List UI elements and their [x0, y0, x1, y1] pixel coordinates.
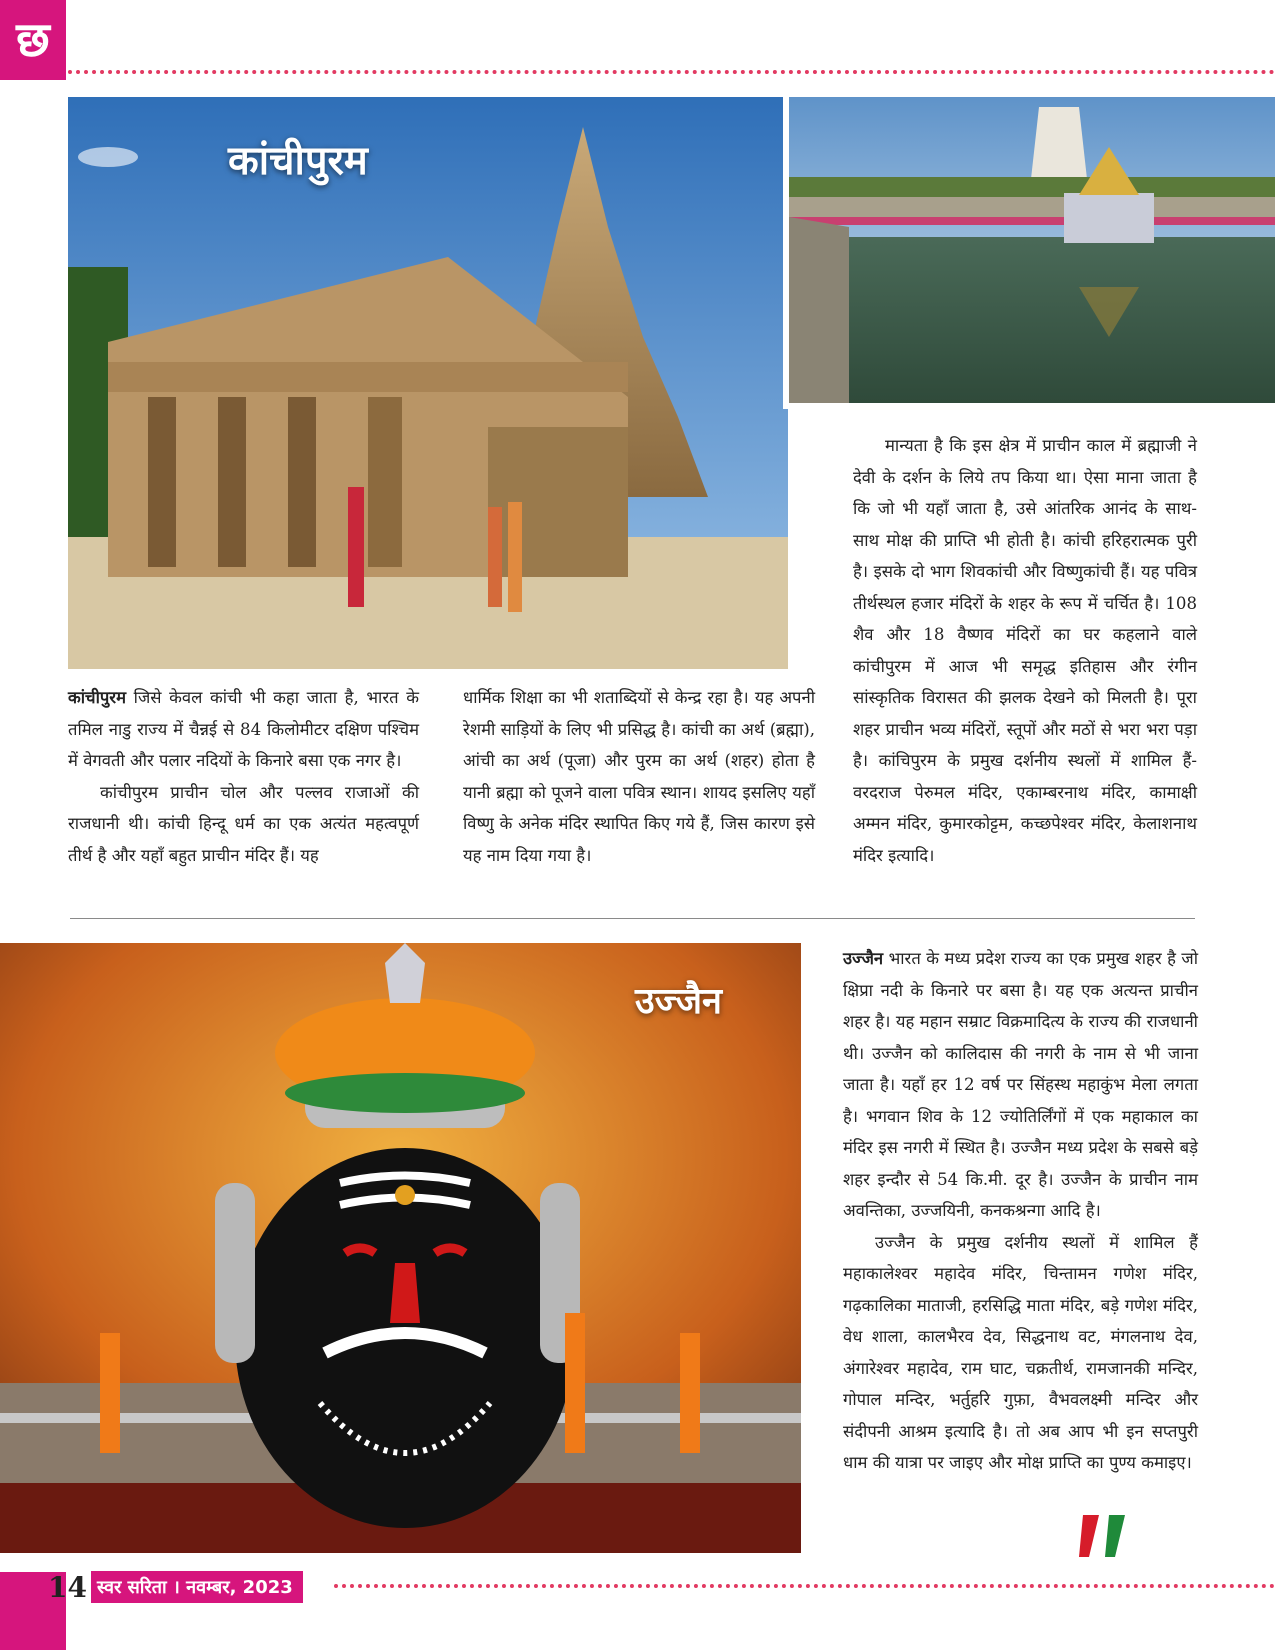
ujjain-lead-word: उज्जैन	[843, 948, 884, 968]
top-dotted-rule	[68, 70, 1275, 74]
kanchipuram-paragraph-2: कांचीपुरम प्राचीन चोल और पल्लव राजाओं की राजधानी थी। कांची हिन्दू धर्म का एक अत्यंत महत्वपूर्ण तीर्थ है और यहाँ बहुत प्राचीन मंदिर हैं। यह	[68, 782, 419, 865]
kanchipuram-column-1	[68, 682, 419, 871]
kanchipuram-column-3	[853, 430, 1197, 871]
bottom-dotted-rule	[334, 1584, 1275, 1588]
logo-glyph: छ	[16, 12, 50, 68]
kanchipuram-paragraph-3: धार्मिक शिक्षा का भी शताब्दियों से केन्द्र रहा है। यह अपनी रेशमी साड़ियों के लिए भी प्रसिद्ध है। कांची का अर्थ (ब्रह्मा), आंची का अर्थ (पूजा) और पुरम का अर्थ (शहर) होता है यानी ब्रह्मा को पूजने वाला पवित्र स्थान। शायद इसलिए यहाँ विष्णु के अनेक मंदिर स्थापित किए गये हैं, जिस कारण इसे यह नाम दिया गया है।	[463, 688, 815, 865]
magazine-logo	[0, 0, 66, 80]
kanchipuram-paragraph-1-text: जिसे केवल कांची भी कहा जाता है, भारत के तमिल नाडु राज्य में चैन्नई से 84 किलोमीटर दक्षिण पश्चिम में वेगवती और पलार नदियों के किनारे बसा एक नगर है।	[68, 688, 419, 770]
page-number: 14	[48, 1570, 87, 1604]
magazine-issue-label: स्वर सरिता । नवम्बर, 2023	[91, 1571, 303, 1603]
temple-tank-photo	[783, 97, 1275, 409]
ujjain-paragraph-1	[843, 943, 1198, 1227]
closing-quote-icon	[1075, 1505, 1135, 1565]
section-divider	[70, 918, 1195, 919]
kanchipuram-temple-photo	[68, 97, 788, 669]
kanchipuram-paragraph-4: मान्यता है कि इस क्षेत्र में प्राचीन काल में ब्रह्माजी ने देवी के दर्शन के लिये तप किया था। ऐसा माना जाता है कि जो भी यहाँ जाता है, उसे आंतरिक आनंद के साथ-साथ मोक्ष की प्राप्ति भी होती है। कांची हरिहरात्मक पुरी है। इसके दो भाग शिवकांची और विष्णुकांची हैं। यह पवित्र तीर्थस्थल हजार मंदिरों के शहर के रूप में चर्चित है। 108 शैव और 18 वैष्णव मंदिरों का घर कहलाने वाले कांचीपुरम में आज भी समृद्ध इतिहास और रंगीन सांस्कृतिक विरासत की झलक देखने को मिलती है। पूरा शहर प्राचीन भव्य मंदिरों, स्तूपों और मठों से भरा भरा पड़ा है। कांचिपुरम के प्रमुख दर्शनीय स्थलों में शामिल हैं- वरदराज पेरुमल मंदिर, एकाम्बरनाथ मंदिर, कामाक्षी अम्मन मंदिर, कुमारकोट्टम, कच्छपेश्वर मंदिर, केलाशनाथ मंदिर इत्यादि।	[853, 436, 1197, 865]
ujjain-photo-title: उज्जैन	[635, 981, 723, 1022]
kanchipuram-photo-title: कांचीपुरम	[228, 138, 368, 184]
ujjain-column	[843, 943, 1198, 1479]
footer	[48, 1566, 303, 1608]
kanchipuram-paragraph-1	[68, 682, 419, 777]
ujjain-paragraph-1-text: भारत के मध्य प्रदेश राज्य का एक प्रमुख शहर है जो क्षिप्रा नदी के किनारे पर बसा है। यह एक अत्यन्त प्राचीन शहर है। यह महान सम्राट विक्रमादित्य के राज्य की राजधानी थी। उज्जैन को कालिदास की नगरी के नाम से भी जाना जाता है। यहाँ हर 12 वर्ष पर सिंहस्थ महाकुंभ मेला लगता है। भगवान शिव के 12 ज्योतिर्लिंगों में एक महाकाल का मंदिर इस नगरी में स्थित है। उज्जैन मध्य प्रदेश के सबसे बड़े शहर इन्दौर से 54 कि.मी. दूर है। उज्जैन के प्राचीन नाम अवन्तिका, उज्जयिनी, कनकश्रन्गा आदि है।	[843, 949, 1198, 1220]
ujjain-mahakal-photo	[0, 943, 801, 1553]
kanchipuram-lead-word: कांचीपुरम	[68, 687, 127, 707]
ujjain-paragraph-2: उज्जैन के प्रमुख दर्शनीय स्थलों में शामिल हैं महाकालेश्वर महादेव मंदिर, चिन्तामन गणेश मंदिर, गढ़कालिका माताजी, हरसिद्धि माता मंदिर, बड़े गणेश मंदिर, वेध शाला, कालभैरव देव, सिद्धनाथ वट, मंगलनाथ देव, अंगारेश्वर महादेव, राम घाट, चक्रतीर्थ, रामजानकी मन्दिर, गोपाल मन्दिर, भर्तुहरि गुफ़ा, वैभवलक्ष्मी मन्दिर और संदीपनी आश्रम इत्यादि है। तो अब आप भी इन सप्तपुरी धाम की यात्रा पर जाइए और मोक्ष प्राप्ति का पुण्य कमाइए।	[843, 1232, 1198, 1472]
kanchipuram-column-2	[463, 682, 815, 871]
